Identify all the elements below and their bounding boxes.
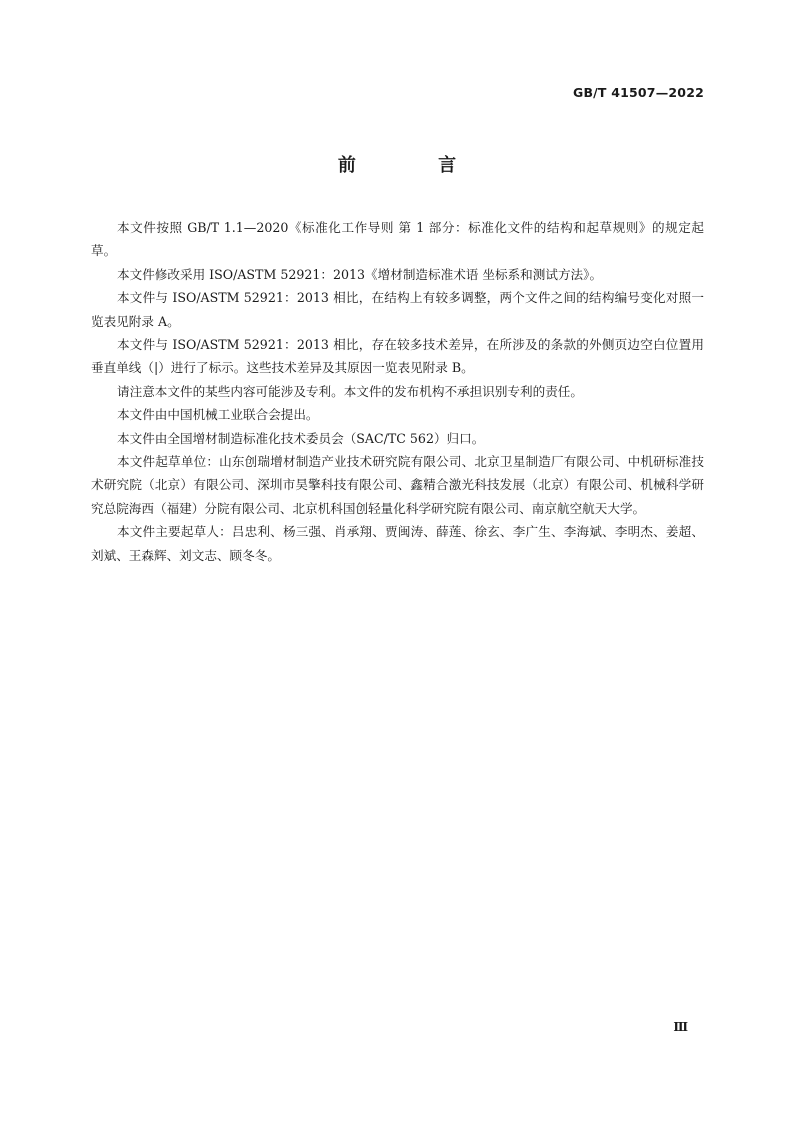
foreword-body — [91, 216, 704, 567]
paragraph-structure-changes: 本文件与 ISO/ASTM 52921：2013 相比，在结构上有较多调整，两个文件之间的结构编号变化对照一览表见附录 A。 — [91, 290, 704, 329]
paragraph-adoption: 本文件修改采用 ISO/ASTM 52921：2013《增材制造标准术语 坐标系和测试方法》。 — [117, 266, 603, 282]
standard-number: GB/T 41507—2022 — [572, 85, 704, 100]
paragraph-drafting-units: 本文件起草单位：山东创瑞增材制造产业技术研究院有限公司、北京卫星制造厂有限公司、中机研标准技术研究院（北京）有限公司、深圳市昊擎科技有限公司、鑫精合激光科技发展（北京）有限公司、机械科学研究总院海西（福建）分院有限公司、北京机科国创轻量化科学研究院有限公司、南京航空航天大学。 — [91, 454, 704, 516]
paragraph-patent-notice: 请注意本文件的某些内容可能涉及专利。本文件的发布机构不承担识别专利的责任。 — [117, 383, 583, 399]
paragraph-committee: 本文件由全国增材制造标准化技术委员会（SAC/TC 562）归口。 — [117, 430, 485, 446]
paragraph-drafters: 本文件主要起草人：吕忠利、杨三强、肖承翔、贾闽涛、薛莲、徐玄、李广生、李海斌、李明杰、姜超、刘斌、王森辉、刘文志、顾冬冬。 — [91, 524, 704, 563]
paragraph-drafting-rules: 本文件按照 GB/T 1.1—2020《标准化工作导则 第 1 部分：标准化文件的结构和起草规则》的规定起草。 — [91, 220, 704, 259]
paragraph-proposer: 本文件由中国机械工业联合会提出。 — [117, 407, 319, 423]
paragraph-technical-differences: 本文件与 ISO/ASTM 52921：2013 相比，存在较多技术差异，在所涉及的条款的外侧页边空白位置用垂直单线（|）进行了标示。这些技术差异及其原因一览表见附录 B。 — [91, 337, 704, 376]
page-title: 前 言 — [337, 155, 495, 176]
page-number: Ⅲ — [673, 1020, 688, 1034]
